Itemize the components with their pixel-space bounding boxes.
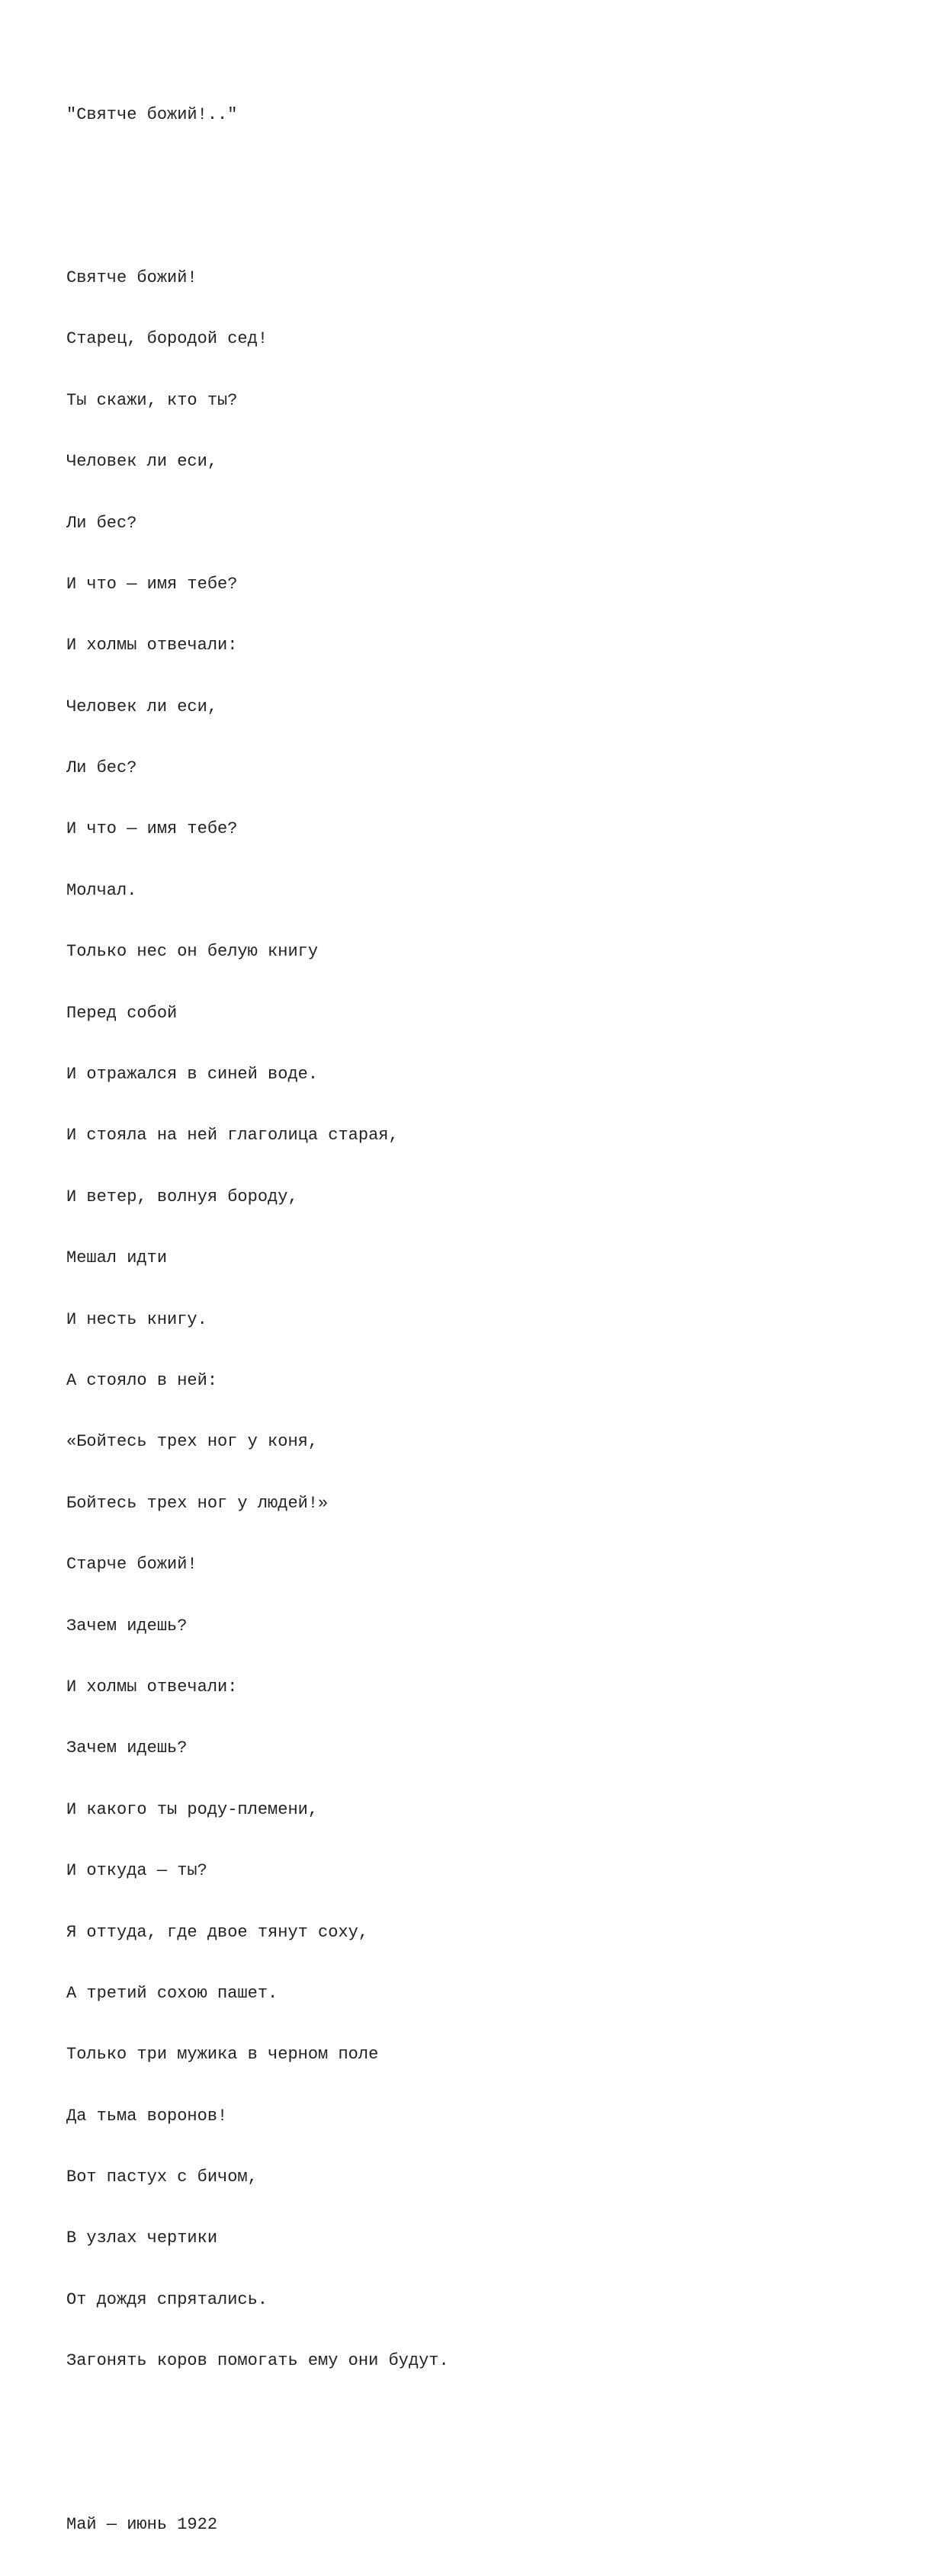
- poem-line: Только нес он белую книгу: [66, 942, 319, 962]
- poem-line: Только три мужика в черном поле: [66, 2045, 379, 2065]
- poem-line: Человек ли еси,: [66, 452, 218, 472]
- poem-line: Да тьма воронов!: [66, 2106, 228, 2126]
- poem-line: Зачем идешь?: [66, 1738, 188, 1758]
- poem-line: Человек ли еси,: [66, 697, 218, 716]
- poem-line: Ли бес?: [66, 513, 137, 533]
- poem-title: "Святче божий!..": [66, 104, 238, 124]
- poem-line: Старец, бородой сед!: [66, 329, 268, 349]
- poem-line: И отражался в синей воде.: [66, 1065, 319, 1085]
- blank-line: [66, 166, 890, 187]
- poem-line: Ты скажи, кто ты?: [66, 390, 238, 410]
- poem-line: Мешал идти: [66, 1248, 168, 1268]
- poem-line: Загонять коров помогать ему они будут.: [66, 2351, 449, 2371]
- poem-body: [66, 227, 890, 2412]
- poem-line: И ветер, волнуя бороду,: [66, 1187, 298, 1206]
- poem-line: Перед собой: [66, 1003, 178, 1023]
- poem-line: А третий сохою пашет.: [66, 1983, 278, 2003]
- poem-line: И что — имя тебе?: [66, 819, 238, 839]
- poem-line: Святче божий!: [66, 268, 197, 287]
- blank-line: [66, 2453, 890, 2474]
- poem-line: Я оттуда, где двое тянут соху,: [66, 1922, 369, 1942]
- poem-line: Ли бес?: [66, 758, 137, 778]
- poem-line: Молчал.: [66, 880, 137, 900]
- poem-line: А стояло в ней:: [66, 1371, 218, 1390]
- poem-line: «Бойтесь трех ног у коня,: [66, 1432, 319, 1452]
- poem-line: Бойтесь трех ног у людей!»: [66, 1493, 329, 1513]
- poem-line: Зачем идешь?: [66, 1616, 188, 1636]
- poem-line: И откуда — ты?: [66, 1861, 207, 1881]
- poem-line: И что — имя тебе?: [66, 574, 238, 594]
- poem-line: Старче божий!: [66, 1555, 197, 1575]
- poem-line: И стояла на ней глаголица старая,: [66, 1126, 399, 1145]
- poem-line: И какого ты роду-племени,: [66, 1799, 319, 1819]
- poem-line: От дождя спрятались.: [66, 2289, 268, 2309]
- poem-text: [66, 64, 890, 2576]
- poem-line: В узлах чертики: [66, 2228, 218, 2248]
- poem-line: Вот пастух с бичом,: [66, 2167, 258, 2187]
- poem-line: И несть книгу.: [66, 1309, 207, 1329]
- poem-date: Май — июнь 1922: [66, 2514, 218, 2534]
- poem-line: И холмы отвечали:: [66, 636, 238, 655]
- poem-line: И холмы отвечали:: [66, 1677, 238, 1697]
